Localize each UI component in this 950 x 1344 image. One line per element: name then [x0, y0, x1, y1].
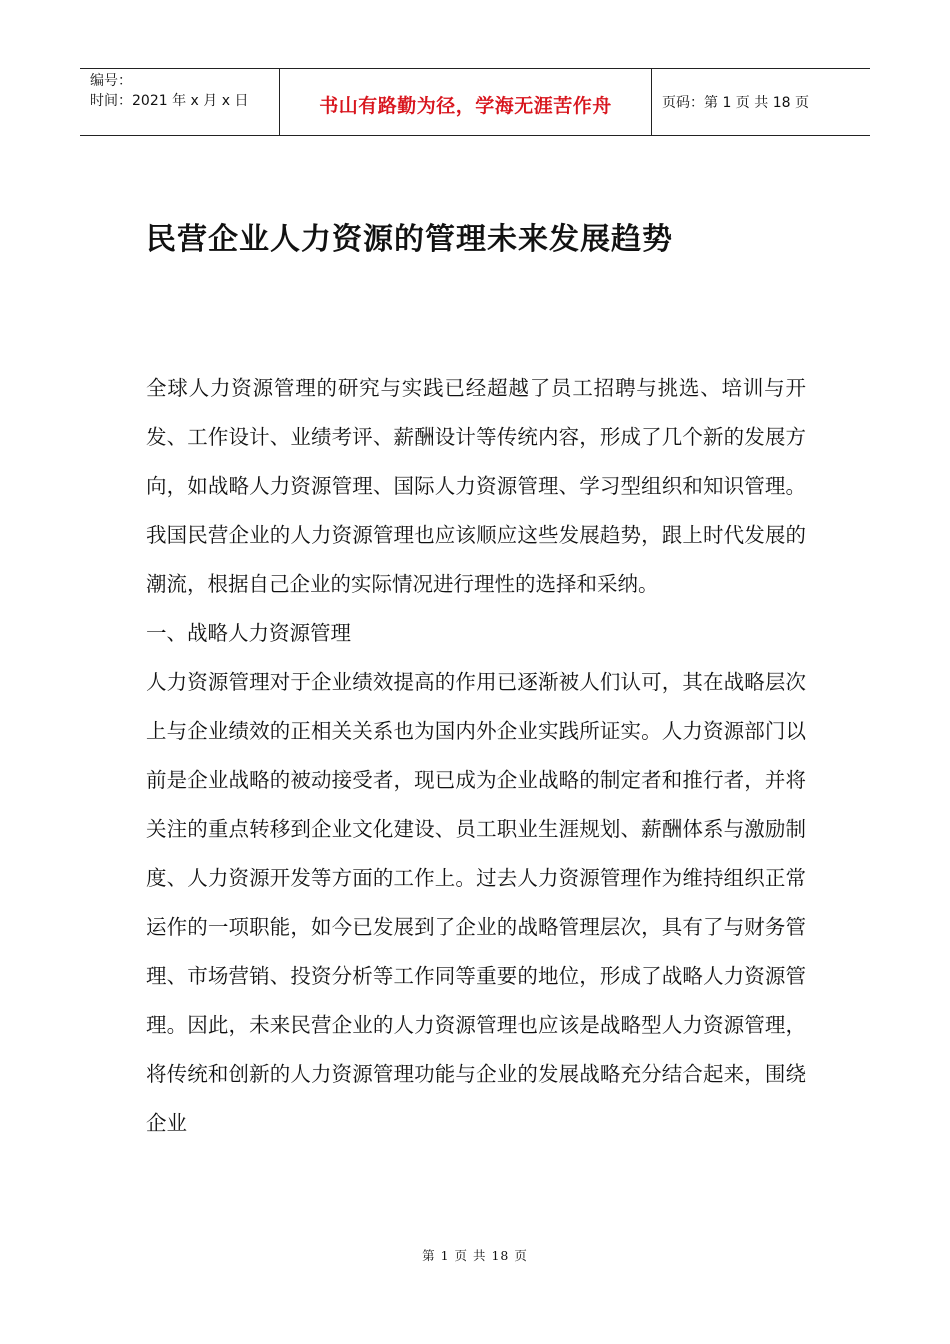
- header-motto-cell: [280, 69, 652, 135]
- header-info-cell: [80, 69, 280, 135]
- header-page-cell: [652, 69, 870, 135]
- body-paragraph-strategy: 人力资源管理对于企业绩效提高的作用已逐渐被人们认可，其在战略层次上与企业绩效的正相关关系也为国内外企业实践所证实。人力资源部门以前是企业战略的被动接受者，现已成为企业战略的制定者和推行者，并将关注的重点转移到企业文化建设、员工职业生涯规划、薪酬体系与激励制度、人力资源开发等方面的工作上。过去人力资源管理作为维持组织正常运作的一项职能，如今已发展到了企业的战略管理层次，具有了与财务管理、市场营销、投资分析等工作同等重要的地位，形成了战略人力资源管理。因此，未来民营企业的人力资源管理也应该是战略型人力资源管理，将传统和创新的人力资源管理功能与企业的发展战略充分结合起来，围绕企业: [146, 670, 806, 1135]
- header-motto: 书山有路勤为径，学海无涯苦作舟: [319, 94, 612, 117]
- page-footer: 第 1 页 共 18 页: [422, 1248, 528, 1263]
- header-page-info: 页码：第 1 页 共 18 页: [662, 95, 809, 111]
- body-paragraph-intro: 全球人力资源管理的研究与实践已经超越了员工招聘与挑选、培训与开发、工作设计、业绩考评、薪酬设计等传统内容，形成了几个新的发展方向，如战略人力资源管理、国际人力资源管理、学习型组织和知识管理。我国民营企业的人力资源管理也应该顺应这些发展趋势，跟上时代发展的潮流，根据自己企业的实际情况进行理性的选择和采纳。: [146, 376, 806, 596]
- section-heading: 一、战略人力资源管理: [146, 621, 351, 645]
- document-body: [146, 364, 806, 1148]
- document-number-label: 编号：: [90, 73, 132, 89]
- document-title: 民营企业人力资源的管理未来发展趋势: [146, 222, 673, 257]
- header-table: [80, 68, 870, 136]
- document-time-label: 时间：2021 年 x 月 x 日: [90, 93, 249, 109]
